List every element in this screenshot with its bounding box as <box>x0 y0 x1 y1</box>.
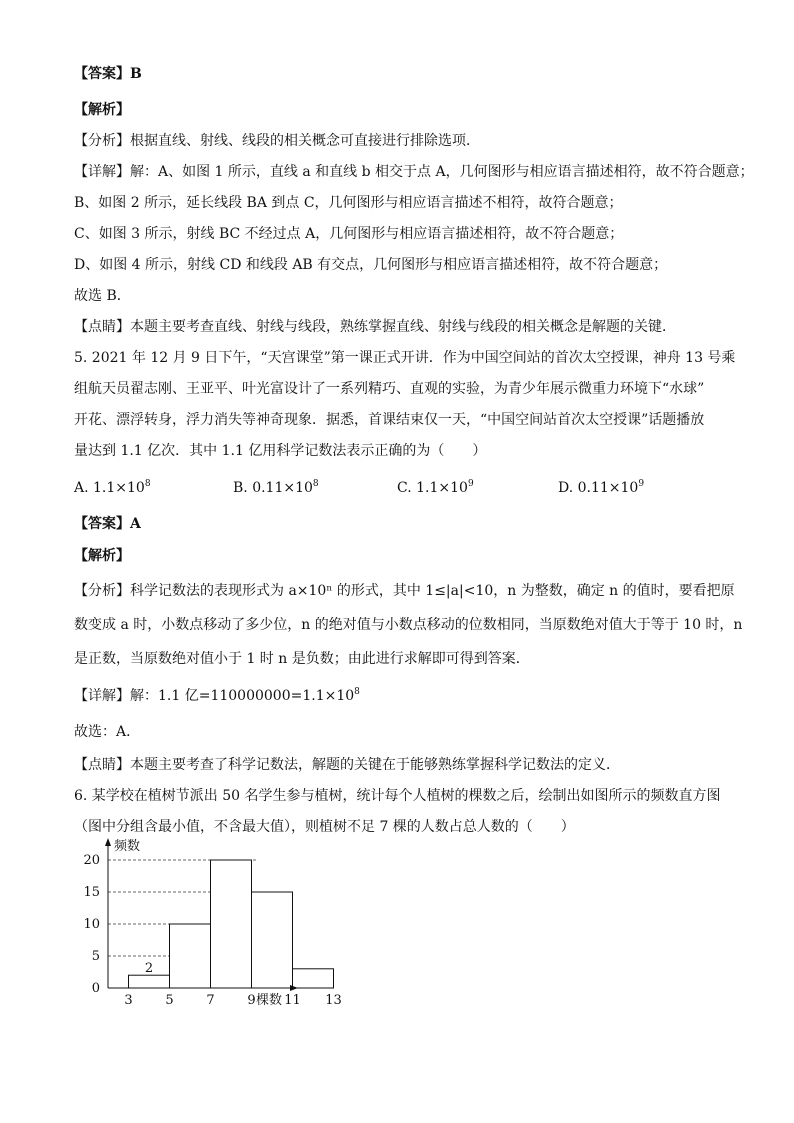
y-axis-label: 频数 <box>114 839 141 854</box>
q5-analysis-heading: 【解析】 <box>74 548 130 564</box>
q5-remark: 【点睛】本题主要考查了科学记数法，解题的关键在于能够熟练掌握科学记数法的定义． <box>74 757 620 773</box>
q4-choose: 故选 B． <box>74 288 131 304</box>
q4-analysis-heading: 【解析】 <box>74 102 130 118</box>
q6-stem-line-2: （图中分组含最小值，不含最大值），则植树不足 7 棵的人数占总人数的（ ） <box>74 819 575 835</box>
bar-data-label: 2 <box>144 961 154 977</box>
q5-stem-line-3: 开花、漂浮转身，浮力消失等神奇现象．据悉，首课结束仅一天，“中国空间站首次太空授课”话题播放 <box>74 412 705 428</box>
x-tick-labels <box>124 993 341 1008</box>
q4-analysis: 【分析】根据直线、射线、线段的相关概念可直接进行排除选项． <box>74 133 480 149</box>
q5-analysis-line-1: 【分析】科学记数法的表现形式为 a×10ⁿ 的形式，其中 1≤|a|<10，n 为整数，确定 n 的值时，要看把原 <box>74 583 735 599</box>
q5-stem-line-1: 5. 2021 年 12 月 9 日下午，“天宫课堂”第一课正式开讲．作为中国空间站的首次太空授课，神舟 13 号乘 <box>74 350 736 366</box>
bar-3-5 <box>129 975 170 988</box>
q5-answer: 【答案】A <box>74 516 141 532</box>
bar-11-13 <box>293 969 334 988</box>
q5-choose: 故选：A． <box>74 724 141 740</box>
q5-analysis-line-3: 是正数，当原数绝对值小于 1 时 n 是负数；由此进行求解即可得到答案． <box>74 651 530 667</box>
x-tick-11: 11 <box>284 993 301 1008</box>
histogram-chart <box>60 832 342 1012</box>
q4-remark: 【点睛】本题主要考查直线、射线与线段，熟练掌握直线、射线与线段的相关概念是解题的关键． <box>74 319 676 335</box>
q5-option-d: D. $0.11\times 10^9$ <box>558 479 645 496</box>
x-tick-3: 3 <box>124 993 133 1008</box>
x-tick-13: 13 <box>325 993 342 1008</box>
q6-stem-line-1: 6. 某学校在植树节派出 50 名学生参与植树，统计每个人植树的棵数之后，绘制出如图所示的频数直方图 <box>74 788 721 804</box>
q5-option-b: B. $0.11\times 10^8$ <box>233 479 319 496</box>
y-tick-labels <box>83 853 100 996</box>
y-axis-arrow <box>105 838 111 846</box>
bar-7-9 <box>211 860 252 988</box>
y-tick-10: 10 <box>83 917 100 932</box>
y-tick-5: 5 <box>91 949 100 964</box>
x-tick-7: 7 <box>206 993 215 1008</box>
q4-answer: 【答案】B <box>74 66 142 82</box>
x-tick-5: 5 <box>165 993 174 1008</box>
x-axis-label: 棵数 <box>256 993 283 1008</box>
q4-detail-c: C、如图 3 所示，射线 BC 不经过点 A，几何图形与相应语言描述相符，故不符合题意； <box>74 226 624 242</box>
q5-detail: 【详解】解：1.1 亿$=110000000=1.1\times 10^8$ <box>74 687 360 704</box>
q4-detail-d: D、如图 4 所示，射线 CD 和线段 AB 有交点，几何图形与相应语言描述相符，故不符合题意； <box>74 257 668 273</box>
x-tick-9: 9 <box>247 993 256 1008</box>
q5-option-a: A. $1.1\times 10^8$ <box>74 479 151 496</box>
q5-stem-line-4: 量达到 1.1 亿次．其中 1.1 亿用科学记数法表示正确的为（ ） <box>74 443 487 459</box>
q4-detail-a: 【详解】解：A、如图 1 所示，直线 a 和直线 b 相交于点 A，几何图形与相应语言描述相符，故不符合题意； <box>74 164 754 180</box>
q5-option-c: C. $1.1\times 10^9$ <box>397 479 474 496</box>
q5-stem-line-2: 组航天员翟志刚、王亚平、叶光富设计了一系列精巧、直观的实验，为青少年展示微重力环境下“水球” <box>74 381 705 397</box>
y-tick-20: 20 <box>83 853 100 868</box>
q5-analysis-line-2: 数变成 a 时，小数点移动了多少位，n 的绝对值与小数点移动的位数相同，当原数绝对值大于等于 10 时，n <box>74 617 743 633</box>
q4-detail-b: B、如图 2 所示，延长线段 BA 到点 C，几何图形与相应语言描述不相符，故符合题意； <box>74 195 623 211</box>
bar-9-11 <box>252 892 293 988</box>
bar-5-7 <box>170 924 211 988</box>
y-tick-15: 15 <box>83 885 100 900</box>
y-tick-0: 0 <box>91 981 100 996</box>
